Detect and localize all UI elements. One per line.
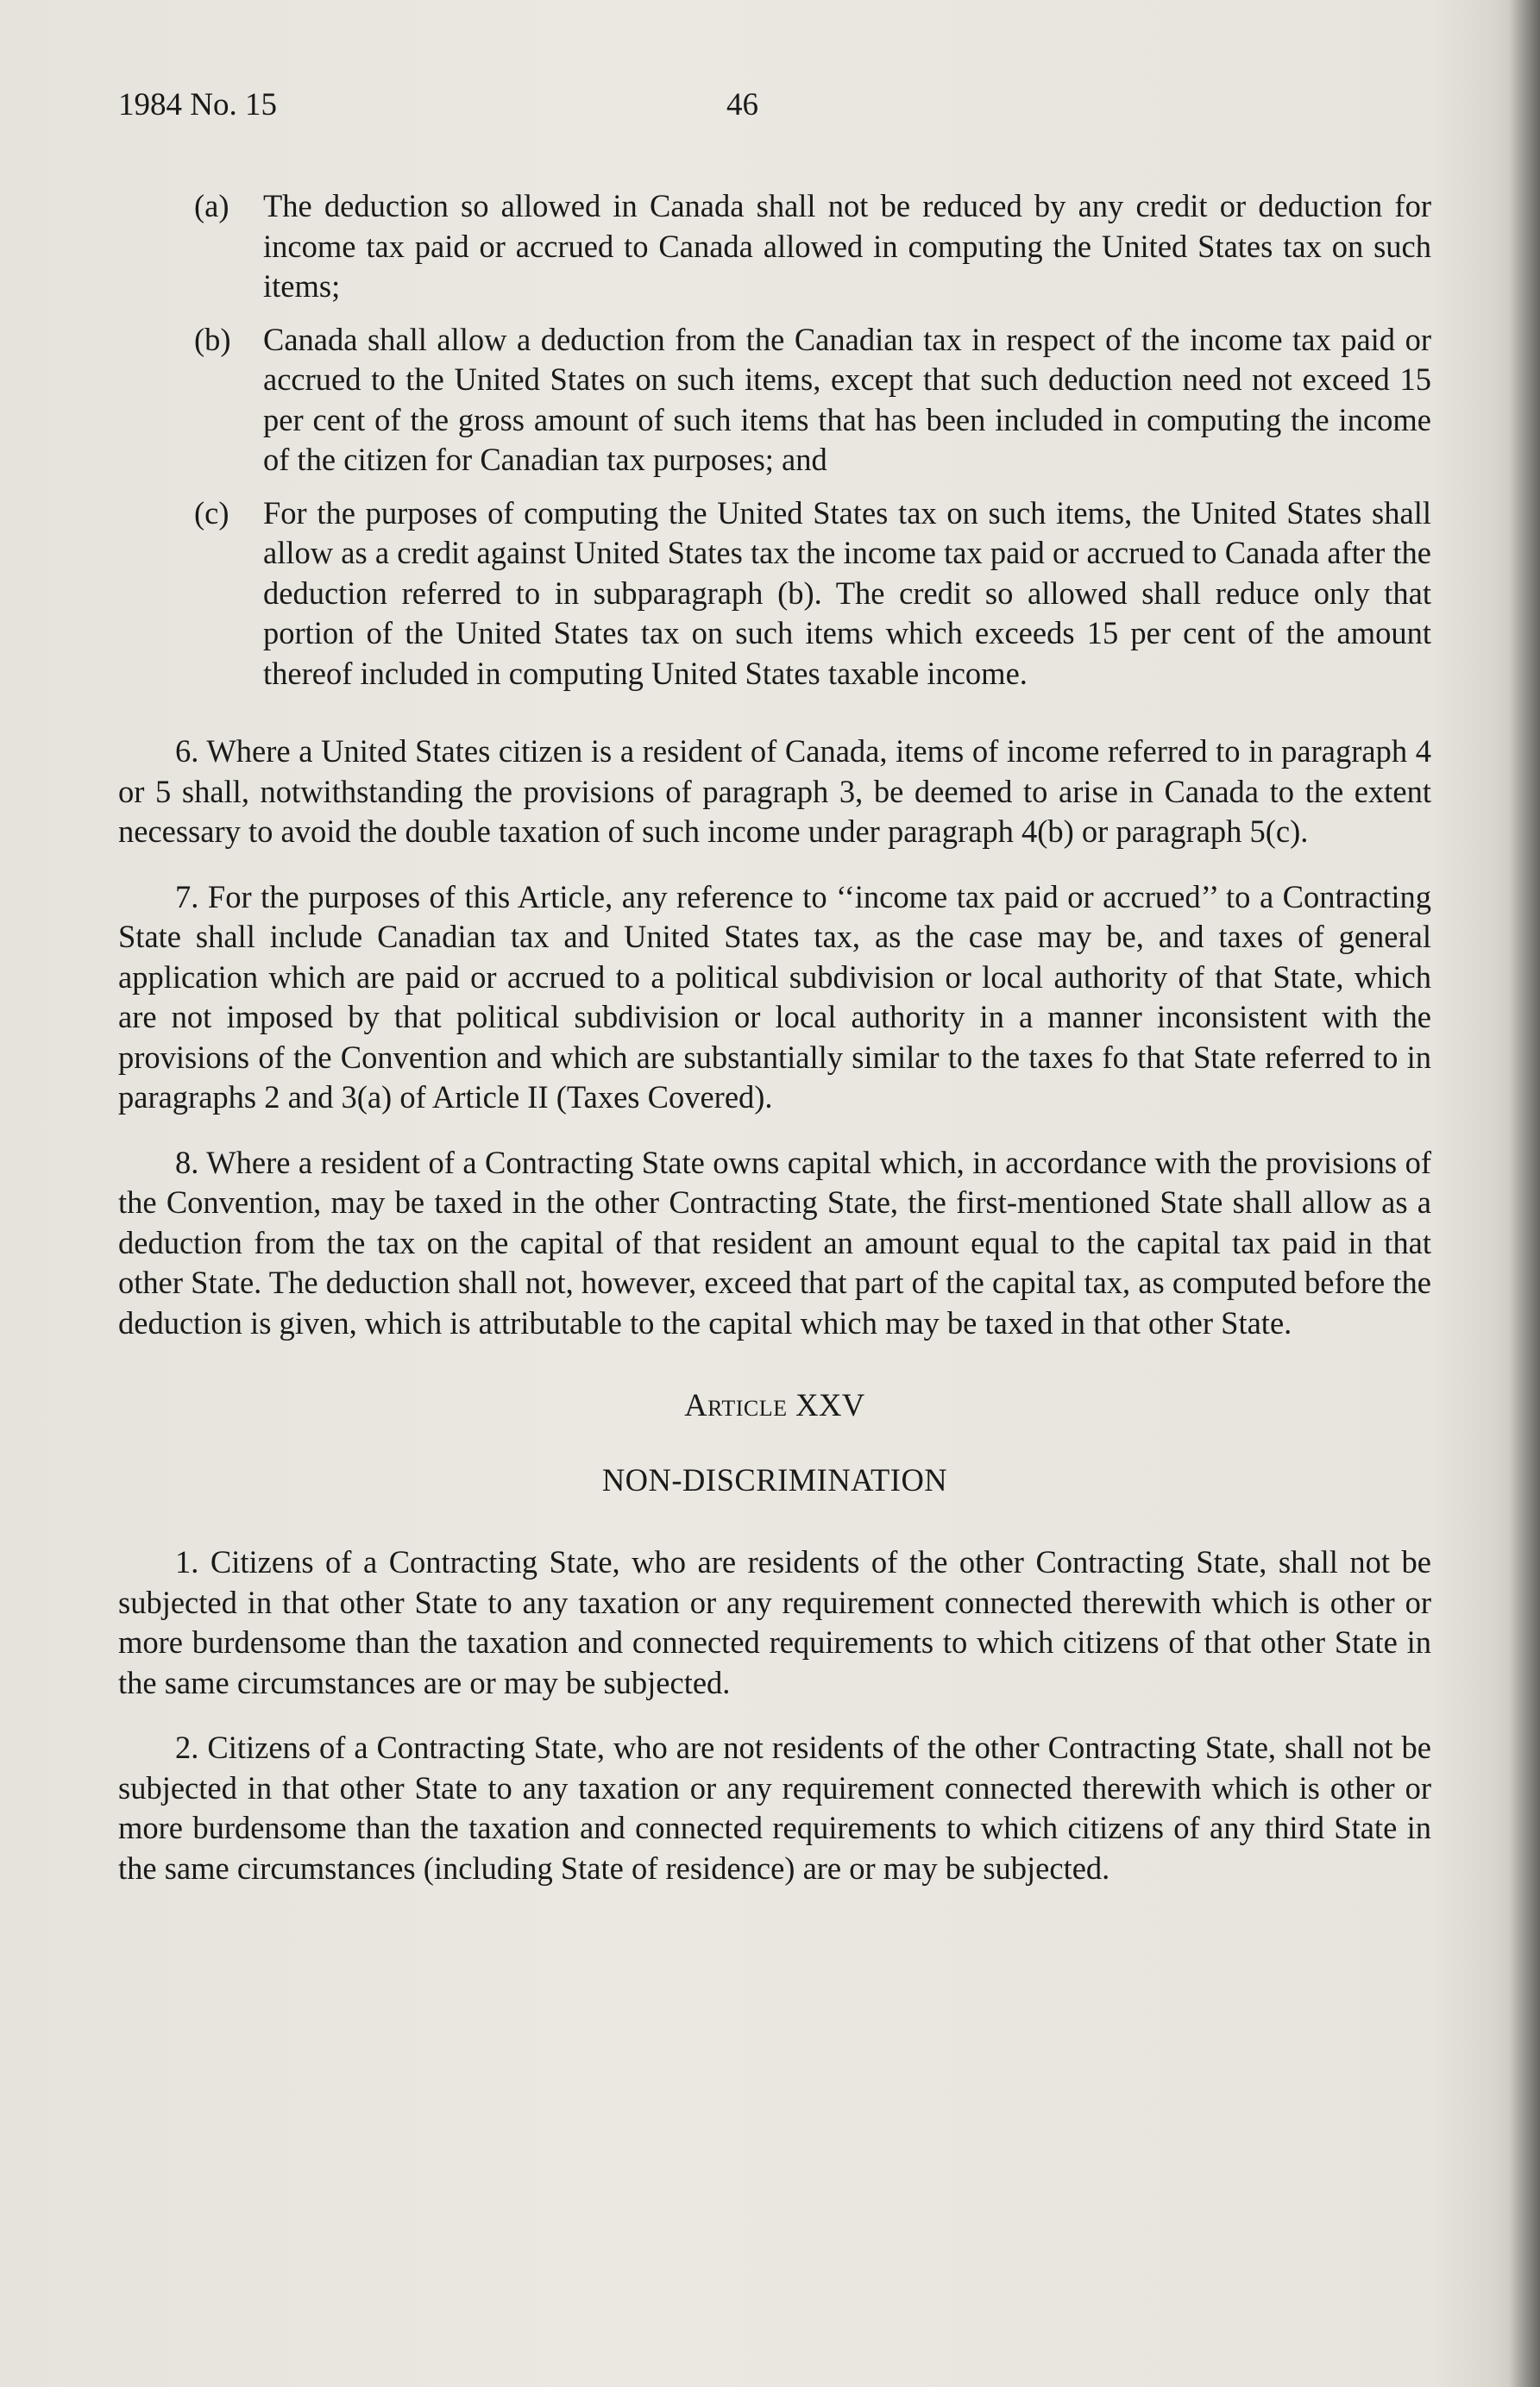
article-heading xyxy=(118,1385,1431,1426)
spacer xyxy=(118,1703,1431,1728)
subparagraph-marker: (b) xyxy=(194,321,231,357)
running-head: 1984 No. 15 xyxy=(118,87,277,122)
subparagraph-text: Canada shall allow a deduction from the Canadian tax in respect of the income tax paid or accrued to the United States on such items, except that such deduction need not exceed 15 per cent of the gross amount of such items that has been included in computing the income of the citizen for Canadian tax purposes; and xyxy=(263,321,1431,477)
subparagraph-b xyxy=(118,320,1431,481)
subparagraph-marker: (a) xyxy=(194,188,229,223)
subparagraph-text: The deduction so allowed in Canada shall not be reduced by any credit or deduction for income tax paid or accrued to Canada allowed in computing the United States tax on such items; xyxy=(263,188,1431,304)
paragraph-nd-1: 1. Citizens of a Contracting State, who are residents of the other Contracting State, shall not be subjected in that other State to any taxation or any requirement connected therewith which is other or more burdensome than the taxation and connected requirements to which citizens of that other State in the same circumstances are or may be subjected. xyxy=(118,1544,1431,1700)
subparagraph-text: For the purposes of computing the United States tax on such items, the United States shall allow as a credit against United States tax the income tax paid or accrued to Canada after the deduction referred to in subparagraph (b). The credit so allowed shall reduce only that portion of the United States tax on such items which exceeds 15 per cent of the amount thereof included in computing United States taxable income. xyxy=(263,494,1431,691)
spacer xyxy=(118,707,1431,732)
page-body xyxy=(118,186,1431,1888)
subparagraph-a xyxy=(118,186,1431,307)
paragraph-8: 8. Where a resident of a Contracting State owns capital which, in accordance with the provisions of the Convention, may be taxed in the other Contracting State, the first-mentioned State shall allow as a deduction from the tax on the capital of that resident an amount equal to the capital tax paid in that other State. The deduction shall not, however, exceed that part of the capital tax, as computed before the deduction is given, which is attributable to the capital which may be taxed in that other State. xyxy=(118,1144,1431,1341)
paragraph-nd-2: 2. Citizens of a Contracting State, who are not residents of the other Contracting State, shall not be subjected in that other State to any taxation or any requirement connected therewith which is other or more burdensome than the taxation and connected requirements to which citizens of any third State in the same circumstances (including State of residence) are or may be subjected. xyxy=(118,1730,1431,1886)
paragraph-6: 6. Where a United States citizen is a resident of Canada, items of income referred to in paragraph 4 or 5 shall, notwithstanding the provisions of paragraph 3, be deemed to arise in Canada to the extent necessary to avoid the double taxation of such income under paragraph 4(b) or paragraph 5(c). xyxy=(118,733,1431,849)
binding-gutter-shadow xyxy=(1509,0,1540,2387)
article-heading-text: Article XXV xyxy=(684,1387,865,1423)
spacer xyxy=(118,1343,1431,1385)
page-number: 46 xyxy=(726,87,758,122)
article-title: NON-DISCRIMINATION xyxy=(601,1461,948,1498)
page-header xyxy=(118,86,1447,129)
subparagraph-marker: (c) xyxy=(194,494,229,531)
spacer xyxy=(118,852,1431,877)
paragraph-7: 7. For the purposes of this Article, any reference to ‘‘income tax paid or accrued’’ to a Contracting State shall include Canadian tax and United States tax, as the case may be, and taxes of general application which are paid or accrued to a political subdivision or local authority of that State, which are not imposed by that political subdivision or local authority in a manner inconsistent with the provisions of the Convention and which are substantially similar to the taxes fo that State referred to in paragraphs 2 and 3(a) of Article II (Taxes Covered). xyxy=(118,878,1431,1115)
subparagraph-c xyxy=(118,493,1431,694)
spacer xyxy=(118,1118,1431,1143)
spacer xyxy=(118,1500,1431,1542)
spacer xyxy=(118,1426,1431,1460)
